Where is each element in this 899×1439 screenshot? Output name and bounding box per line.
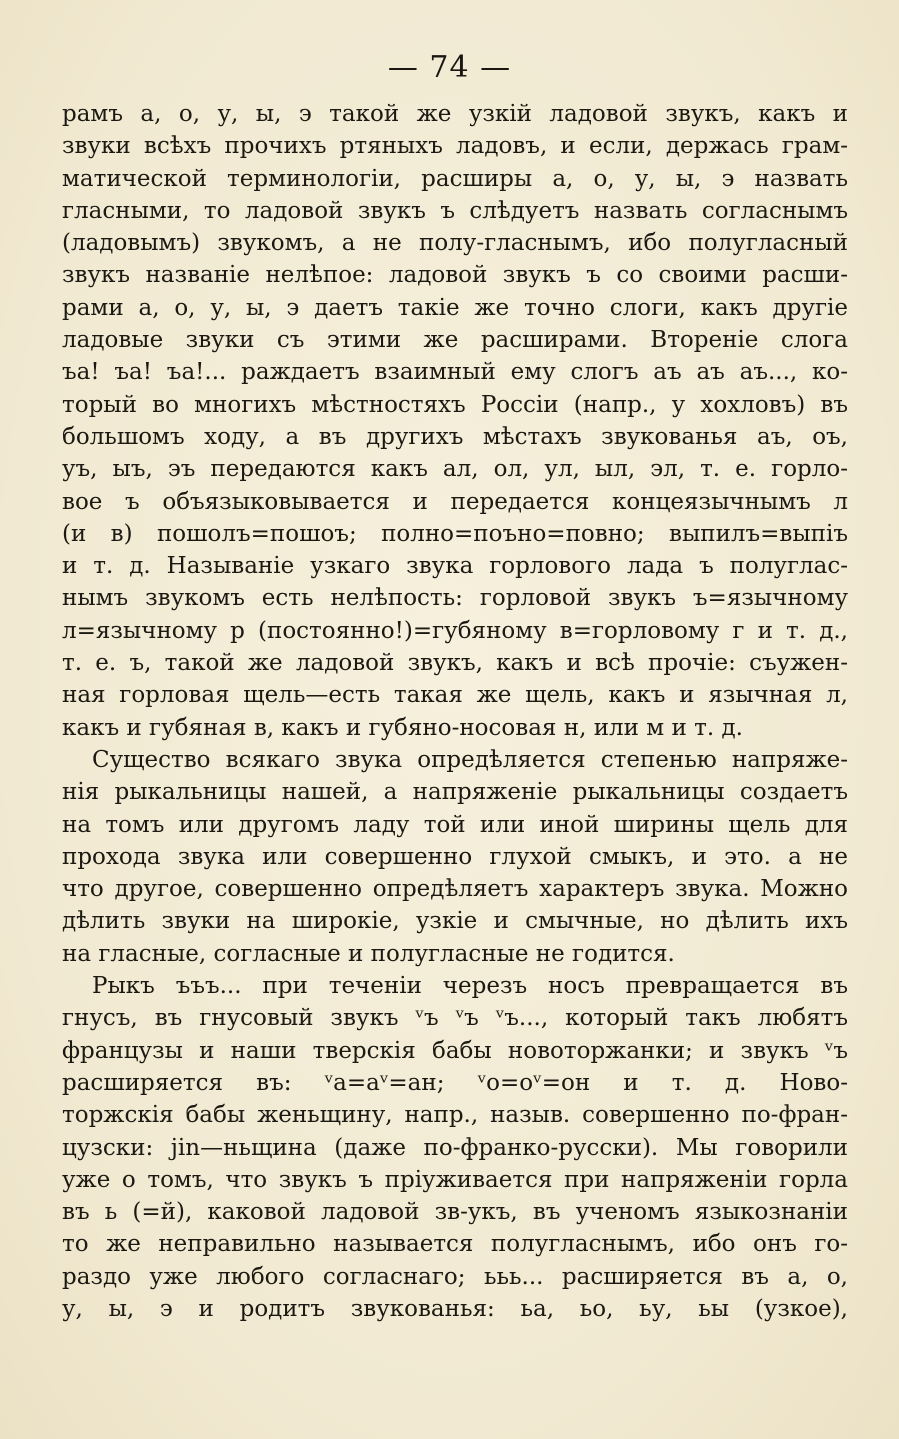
text-line: т. е. ъ, такой же ладовой звукъ, какъ и всѣ прочіе: съужен-	[62, 650, 848, 677]
text-line: торжскія бабы женьщину, напр., назыв. совершенно по-фран-	[62, 1102, 848, 1129]
text-line: большомъ ходу, а въ другихъ мѣстахъ звукованья аъ, оъ,	[62, 423, 848, 450]
text-line: гласными, то ладовой звукъ ъ слѣдуетъ назвать согласнымъ	[62, 197, 848, 224]
text-line: у, ы, э и родитъ звукованья: ьа, ьо, ьу, ьы (узкое),	[62, 1295, 848, 1322]
text-line: на гласные, согласные и полугласные не годится.	[62, 940, 675, 967]
text-line: ъа! ъа! ъа!... раждаетъ взаимный ему слогъ аъ аъ аъ..., ко-	[62, 359, 848, 386]
text-line: ладовые звуки съ этими же расширами. Втореніе слога	[62, 327, 848, 354]
text-line: дѣлить звуки на широкіе, узкіе и смычные, но дѣлить ихъ	[62, 908, 848, 935]
text-line: уже о томъ, что звукъ ъ пріуживается при напряженіи горла	[62, 1166, 848, 1193]
text-line: французы и наши тверскія бабы новоторжанки; и звукъ ᵛъ	[62, 1037, 848, 1064]
text-line: (ладовымъ) звукомъ, а не полу-гласнымъ, ибо полугласный	[62, 230, 848, 257]
text-line: и т. д. Называніе узкаго звука горлового лада ъ полуглас-	[62, 553, 848, 580]
body-text	[62, 98, 848, 1325]
text-line: гнусъ, въ гнусовый звукъ ᵛъ ᵛъ ᵛъ..., который такъ любятъ	[62, 1005, 848, 1032]
text-line: то же неправильно называется полугласнымъ, ибо онъ го-	[62, 1231, 848, 1258]
text-line: прохода звука или совершенно глухой смыкъ, и это. а не	[62, 843, 848, 870]
text-line: рами а, о, у, ы, э даетъ такіе же точно слоги, какъ другіе	[62, 294, 848, 321]
text-line: раздо уже любого согласнаго; ььь... расширяется въ а, о,	[62, 1263, 848, 1290]
text-line: звуки всѣхъ прочихъ ртяныхъ ладовъ, и если, держась грам-	[62, 133, 848, 160]
text-line: что другое, совершенно опредѣляетъ характеръ звука. Можно	[62, 876, 848, 903]
text-line: расширяется въ: ᵛа=аᵛ=ан; ᵛо=оᵛ=он и т. д. Ново-	[62, 1069, 848, 1096]
text-line: звукъ названіе нелѣпое: ладовой звукъ ъ со своими расши-	[62, 262, 848, 289]
text-line: рамъ а, о, у, ы, э такой же узкій ладовой звукъ, какъ и	[62, 101, 848, 127]
text-line: нія рыкальницы нашей, а напряженіе рыкальницы создаетъ	[62, 779, 848, 806]
text-line: какъ и губяная в, какъ и губяно-носовая н, или м и т. д.	[62, 714, 743, 741]
text-line: матической терминологіи, расширы а, о, у, ы, э назвать	[62, 165, 848, 192]
text-line: (и в) пошолъ=пошоъ; полно=поъно=повно; выпилъ=выпіъ	[62, 520, 848, 547]
text-line: нымъ звукомъ есть нелѣпость: горловой звукъ ъ=язычному	[62, 585, 848, 612]
text-line: въ ь (=й), каковой ладовой зв-укъ, въ ученомъ языкознаніи	[62, 1199, 848, 1226]
text-line: л=язычному р (постоянно!)=губяному в=горловому г и т. д.,	[62, 617, 848, 644]
text-line: уъ, ыъ, эъ передаются какъ ал, ол, ул, ыл, эл, т. е. горло-	[62, 456, 848, 483]
page-number: — 74 —	[387, 50, 512, 85]
paragraph-start-line: Существо всякаго звука опредѣляется степенью напряже-	[92, 746, 848, 773]
paragraph-start-line: Рыкъ ъъъ... при теченіи черезъ носъ превращается въ	[92, 973, 848, 1000]
text-line: на томъ или другомъ ладу той или иной ширины щель для	[62, 811, 848, 838]
text-line: цузски: jin—ньщина (даже по-франко-русски). Мы говорили	[62, 1134, 848, 1161]
text-line: ная горловая щель—есть такая же щель, какъ и язычная л,	[62, 682, 848, 709]
text-line: вое ъ объязыковывается и передается концеязычнымъ л	[62, 488, 848, 515]
text-line: торый во многихъ мѣстностяхъ Россіи (напр., у хохловъ) въ	[62, 391, 848, 418]
